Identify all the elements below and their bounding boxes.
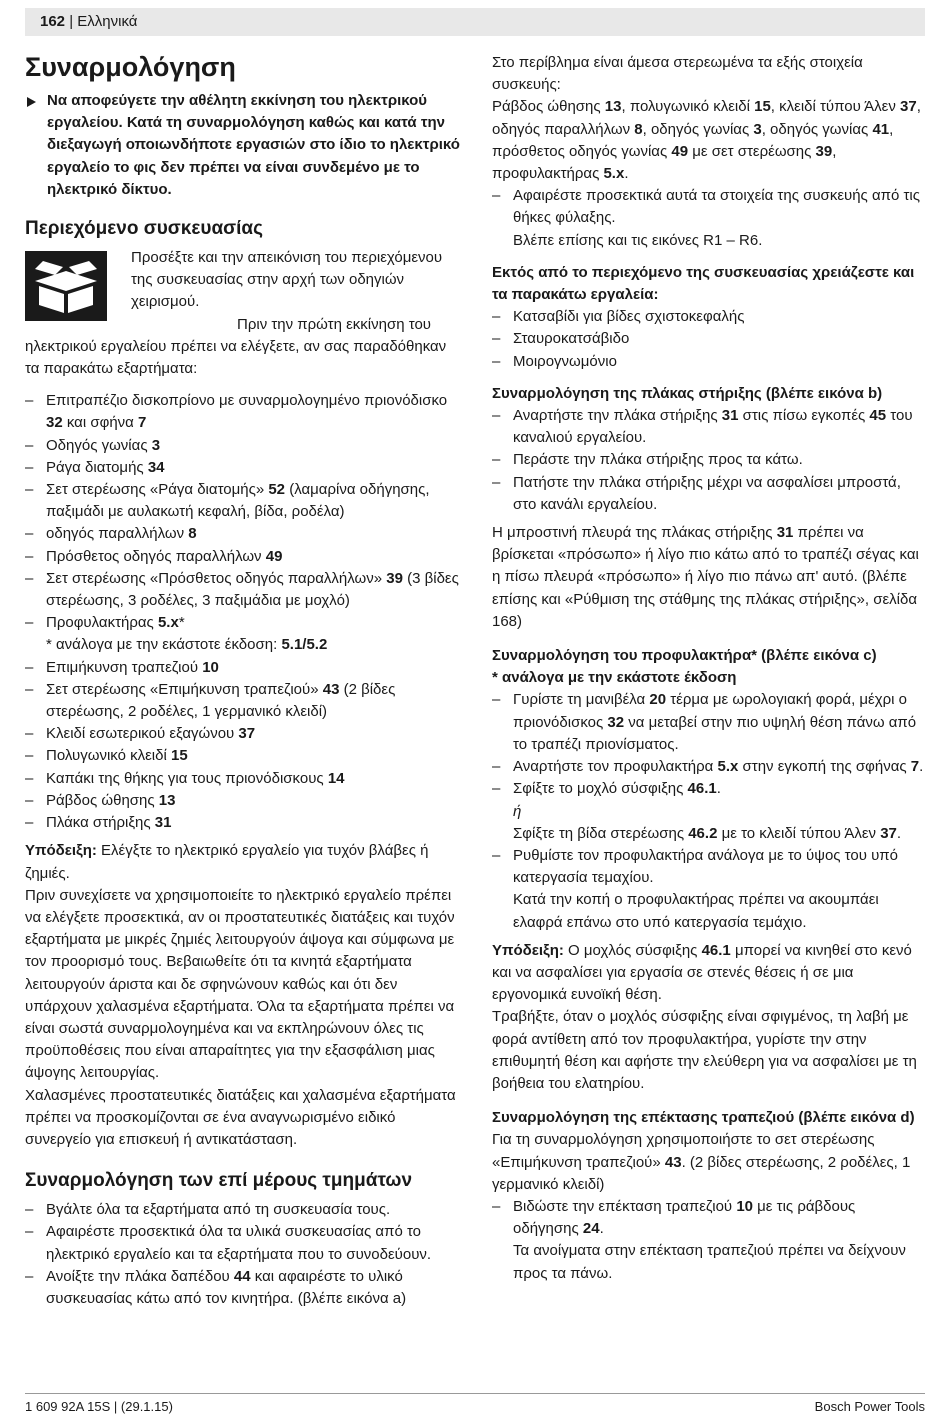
list-item: – Πολυγωνικό κλειδί 15 [25, 747, 188, 765]
list-item: – Σετ στερέωσης «Ράγα διατομής» 52 (λαμαρίνα οδήγησης, παξιμάδι με αυλακωτή κεφαλή, βίδα, ροδέλα) [25, 481, 430, 521]
footer-brand: Bosch Power Tools [814, 1399, 925, 1414]
parts-list [25, 1199, 460, 1310]
header-language: | Ελληνικά [69, 13, 138, 30]
list-item: – Επιμήκυνση τραπεζιού 10 [25, 658, 219, 676]
tools-list [492, 306, 925, 373]
guard-subheading: * ανάλογα με την εκάστοτε έκδοση [492, 669, 737, 687]
warning-text: Να αποφεύγετε την αθέλητη εκκίνηση του ηλεκτρικού εργαλείου. Κατά τη συναρμολόγηση καθώς και κατά την διεξαγωγή οποιωνδήποτε εργασιών στο ίδιο το ηλεκτρικό εργαλείο το φις δεν πρέπει να είναι συνδεμένο με το ηλεκτρικό δίκτυο. [25, 90, 460, 201]
list-item: – Σετ στερέωσης «Επιμήκυνση τραπεζιού» 43 (2 βίδες στερέωσης, 2 ροδέλες, 1 γερμανικό κλειδί) [25, 680, 396, 721]
guard-heading: Συναρμολόγηση του προφυλακτήρα* (βλέπε εικόνα c) [492, 647, 877, 665]
page-header [25, 8, 925, 36]
packaging-intro: Πριν την πρώτη εκκίνηση του ηλεκτρικού εργαλείου πρέπει να ελέγξετε, αν σας παραδόθηκαν τα παρακάτω εξαρτήματα: [25, 315, 447, 378]
parts-heading: Συναρμολόγηση των επί μέρους τμημάτων [25, 1170, 413, 1192]
damage-note: Υπόδειξη: Ελέγξτε το ηλεκτρικό εργαλείο για τυχόν βλάβες ή ζημιές. [25, 842, 429, 882]
list-item: – Πλάκα στήριξης 31 [25, 814, 172, 832]
triangle-bullet-icon [27, 97, 36, 107]
extension-heading: Συναρμολόγηση της επέκτασης τραπεζιού (βλέπε εικόνα d) [492, 1109, 915, 1127]
housing-text: Στο περίβλημα είναι άμεσα στερεωμένα τα εξής στοιχεία συσκευής: [492, 54, 863, 94]
left-column [25, 52, 460, 1310]
extension-paragraph: Για τη συναρμολόγηση χρησιμοποιήστε το σετ στερέωσης «Επιμήκυνση τραπεζιού» 43. (2 βίδες στερέωσης, 2 ροδέλες, 1 γερμανικό κλειδί) [492, 1131, 911, 1193]
list-item: – Ράγα διατομής 34 [25, 458, 165, 476]
list-item: – Ρυθμίστε τον προφυλακτήρα ανάλογα με το ύψος του υπό κατεργασία τεμαχίου. Κατά την κοπή ο προφυλακτήρας πρέπει να ακουμπάει ελαφρά επάνω στο υπό κατεργασία τεμάχιο. [492, 846, 898, 931]
package-box-icon [25, 251, 107, 321]
list-item: – Αναρτήστε την πλάκα στήριξης 31 στις πίσω εγκοπές 45 του καναλιού εργαλείου. [492, 407, 913, 447]
list-item: – Γυρίστε τη μανιβέλα 20 τέρμα με ωρολογιακή φορά, μέχρι ο πριονόδισκος 32 να μεταβεί στην πιο υψηλή θέση πάνω από το τραπέζι πριονίσματος. [492, 691, 917, 753]
packaging-heading: Περιεχόμενο συσκευασίας [25, 218, 263, 240]
contents-list [25, 390, 460, 834]
list-item: – Ανοίξτε την πλάκα δαπέδου 44 και αφαιρέστε το υλικό συσκευασίας κάτω από τον κινητήρα. (βλέπε εικόνα a) [25, 1267, 407, 1307]
repair-paragraph: Χαλασμένες προστατευτικές διατάξεις και χαλασμένα εξαρτήματα πρέπει να προσκομίζονται σε ένα αναγνωρισμένο ειδικό συνεργείο για επισκευή ή αντικατάσταση. [25, 1086, 456, 1148]
list-item: – Αφαιρέστε προσεκτικά αυτά τα στοιχεία της συσκευής από τις θήκες φύλαξης. Βλέπε επίσης και τις εικόνες R1 – R6. [492, 187, 920, 249]
list-item: – Περάστε την πλάκα στήριξης προς τα κάτω. [492, 451, 803, 469]
list-item: – Σετ στερέωσης «Πρόσθετος οδηγός παραλλήλων» 39 (3 βίδες στερέωσης, 3 ροδέλες, 3 παξιμάδια με μοχλό) [25, 569, 459, 610]
list-item: – Επιτραπέζιο δισκοπρίονο με συναρμολογημένο πριονόδισκο 32 και σφήνα 7 [25, 392, 448, 432]
list-item: – Σφίξτε το μοχλό σύσφιξης 46.1. ή Σφίξτε τη βίδα στερέωσης 46.2 με το κλειδί τύπου Άλεν 37. [492, 780, 902, 842]
list-item: – Αναρτήστε τον προφυλακτήρα 5.x στην εγκοπή της σφήνας 7. [492, 758, 924, 776]
list-item: – Ράβδος ώθησης 13 [25, 791, 176, 809]
housing-list: Ράβδος ώθησης 13, πολυγωνικό κλειδί 15, κλειδί τύπου Άλεν 37, οδηγός παραλλήλων 8, οδηγός γωνίας 3, οδηγός γωνίας 41, πρόσθετος οδηγός γωνίας 49 με σετ στερέωσης 39, προφυλακτήρας 5.x. [492, 98, 921, 183]
list-item: – Μοιρογνωμόνιο [492, 352, 617, 370]
spring-paragraph: Τραβήξτε, όταν ο μοχλός σύσφιξης είναι σφιγμένος, τη λαβή με φορά αντίθετη από τον προφυλακτήρα, γυρίστε την στην επιθυμητή θέση και αφήστε την ελεύθερη για να ασφαλίσει με τη βοήθεια του ελατηρίου. [492, 1008, 917, 1092]
remove-list [492, 185, 925, 252]
plate-paragraph: Η μπροστινή πλευρά της πλάκας στήριξης 31 πρέπει να βρίσκεται «πρόσωπο» ή λίγο πιο κάτω από το τραπέζι σέγας και η πίσω πλευρά «πρόσωπο» ή λίγο πιο πάνω απ' αυτό. (βλέπε επίσης και «Ρύθμιση της στάθμης της πλάκας στήριξης», σελίδα 168) [492, 524, 919, 630]
plate-list [492, 405, 925, 516]
page-number: 162 [40, 13, 66, 30]
list-item: – Αφαιρέστε προσεκτικά όλα τα υλικά συσκευασίας από το ηλεκτρικό εργαλείο και τα εξαρτήματα που το συνοδεύουν. [25, 1223, 432, 1263]
extension-list [492, 1196, 925, 1285]
footer-divider [25, 1393, 925, 1394]
guard-list [492, 689, 925, 933]
tools-heading: Εκτός από το περιεχόμενο της συσκευασίας χρειάζεστε και τα παρακάτω εργαλεία: [492, 263, 915, 304]
list-item: – Καπάκι της θήκης για τους πριονόδισκους 14 [25, 769, 345, 787]
list-item: – Βιδώστε την επέκταση τραπεζιού 10 με τις ράβδους οδήγησης 24. Τα ανοίγματα στην επέκταση τραπεζιού πρέπει να δείχνουν προς τα πάνω. [492, 1197, 906, 1282]
lever-note: Υπόδειξη: Ο μοχλός σύσφιξης 46.1 μπορεί να κινηθεί στο κενό και να ασφαλίσει για εργασία σε στενές θέσεις ή σε μια εργονομικά ευνοϊκή θέση. [492, 941, 912, 1004]
list-item: – Οδηγός γωνίας 3 [25, 436, 161, 454]
page-title: Συναρμολόγηση [25, 52, 236, 82]
list-item: – Κατσαβίδι για βίδες σχιστοκεφαλής [492, 308, 745, 326]
list-item: – Βγάλτε όλα τα εξαρτήματα από τη συσκευασία τους. [25, 1201, 391, 1219]
check-paragraph: Πριν συνεχίσετε να χρησιμοποιείτε το ηλεκτρικό εργαλείο πρέπει να ελέγξετε προσεκτικά, αν οι προστατευτικές διατάξεις και τυχόν εξαρτήματα με μικρές ζημιές λειτουργούν άψογα και σύμφωνα με τον προορισμό τους. Βεβαιωθείτε ότι τα κινητά εξαρτήματα λειτουργούν άριστα και δε σφηνώνουν καθώς και ότι δεν υπάρχουν χαλασμένα εξαρτήματα. Όλα τα εξαρτήματα πρέπει να είναι σωστά συναρμολογημένα και να εκπληρώνουν όλες τις προϋποθέσεις που είναι απαραίτητες για την εξασφάλιση μιας άψογης λειτουργίας. [25, 886, 455, 1082]
footer-doc-number: 1 609 92A 15S | (29.1.15) [25, 1399, 173, 1414]
list-item: – Προφυλακτήρας 5.x* * ανάλογα με την εκάστοτε έκδοση: 5.1/5.2 [25, 614, 328, 654]
list-item: – Πρόσθετος οδηγός παραλλήλων 49 [25, 547, 283, 565]
list-item: – οδηγός παραλλήλων 8 [25, 525, 197, 543]
list-item: – Κλειδί εσωτερικού εξαγώνου 37 [25, 725, 256, 743]
right-column [492, 52, 925, 1285]
plate-heading: Συναρμολόγηση της πλάκας στήριξης (βλέπε εικόνα b) [492, 384, 883, 402]
list-item: – Σταυροκατσάβιδο [492, 330, 630, 348]
list-item: – Πατήστε την πλάκα στήριξης μέχρι να ασφαλίσει μπροστά, στο κανάλι εργαλείου. [492, 473, 901, 513]
packaging-note: Προσέξτε και την απεικόνιση του περιεχόμενου της συσκευασίας στην αρχή των οδηγιών χειρισμού. [131, 249, 443, 311]
